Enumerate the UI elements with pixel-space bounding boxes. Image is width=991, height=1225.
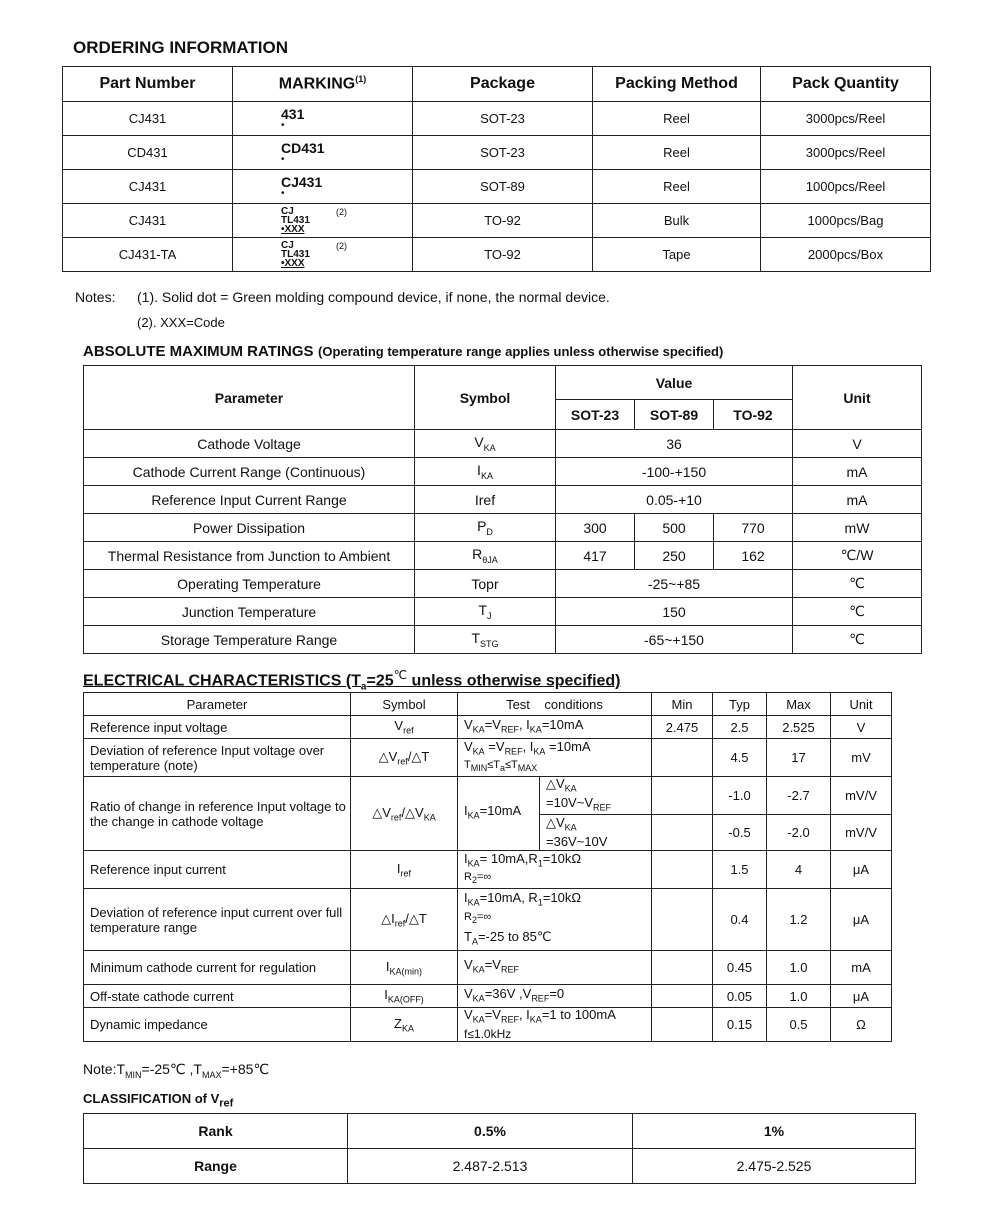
table-row [84, 486, 922, 514]
marking-line-2: TL431 [281, 249, 310, 260]
param: Reference input voltage [84, 716, 351, 739]
unit: ℃ [793, 626, 922, 654]
max: 1.0 [767, 985, 831, 1008]
col-package: Package [413, 67, 593, 102]
typ: 0.15 [713, 1008, 767, 1042]
table-row [84, 1008, 892, 1042]
marking-note-ref: (1) [355, 74, 367, 85]
max: 1.0 [767, 951, 831, 985]
symbol: $T_{STG}$ [415, 626, 556, 654]
marking [233, 170, 413, 204]
param: Off-state cathode current [84, 985, 351, 1008]
typ: -1.0 [713, 777, 767, 815]
symbol: $\triangle I_{ref}/\triangle T$ [351, 889, 458, 951]
package: TO-92 [413, 238, 593, 272]
unit: μA [831, 985, 892, 1008]
col-part-number: Part Number [63, 67, 233, 102]
packing-method: Reel [593, 102, 761, 136]
classification-table [83, 1113, 916, 1184]
symbol: $V_{KA}$ [415, 430, 556, 458]
table-row [63, 204, 931, 238]
pack-quantity: 2000pcs/Box [761, 238, 931, 272]
amr-col-to92: TO-92 [714, 400, 793, 430]
max: 17 [767, 739, 831, 777]
table-row [84, 951, 892, 985]
elc-col-max: Max [767, 693, 831, 716]
marking-line-1: CJ [281, 240, 294, 251]
package: SOT-23 [413, 136, 593, 170]
cls-header-row [84, 1114, 916, 1149]
table-row [84, 777, 892, 815]
table-row [84, 598, 922, 626]
symbol: $I_{KA(min)}$ [351, 951, 458, 985]
symbol: Iref [415, 486, 556, 514]
table-row [84, 626, 922, 654]
elc-title: ELECTRICAL CHARACTERISTICS ($T_a=25^℃$ unless otherwise specified) [83, 668, 621, 693]
marking-label: MARKING [278, 75, 356, 93]
value-to92: 770 [714, 514, 793, 542]
unit: mA [793, 486, 922, 514]
pack-quantity: 1000pcs/Reel [761, 170, 931, 204]
amr-col-parameter: Parameter [84, 366, 415, 430]
package: TO-92 [413, 204, 593, 238]
marking-text: 431 [281, 106, 305, 122]
part-number: CJ431-TA [63, 238, 233, 272]
package: SOT-23 [413, 102, 593, 136]
packing-method: Tape [593, 238, 761, 272]
package: SOT-89 [413, 170, 593, 204]
packing-method: Reel [593, 136, 761, 170]
table-row [84, 458, 922, 486]
unit: mW [793, 514, 922, 542]
max: 1.2 [767, 889, 831, 951]
marking-line-3: •XXX [281, 224, 305, 235]
table-row [84, 739, 892, 777]
amr-title-block [83, 343, 723, 361]
marking-text: CJ431 [281, 174, 323, 190]
typ: -0.5 [713, 815, 767, 851]
table-row [84, 716, 892, 739]
marking-line-3: •XXX [281, 258, 305, 269]
param: Dynamic impedance [84, 1008, 351, 1042]
value: -100-+150 [556, 458, 793, 486]
symbol: $\triangle V_{ref}/\triangle V_{KA}$ [351, 777, 458, 851]
min [652, 815, 713, 851]
symbol: $P_D$ [415, 514, 556, 542]
max: -2.0 [767, 815, 831, 851]
param: Deviation of reference Input voltage over temperature (note) [84, 739, 351, 777]
unit: ℃ [793, 570, 922, 598]
amr-table [83, 365, 922, 654]
cls-range-label: Range [84, 1149, 348, 1184]
green-dot-icon: • [281, 154, 285, 165]
value-sot89: 500 [635, 514, 714, 542]
table-row [63, 238, 931, 272]
part-number: CD431 [63, 136, 233, 170]
unit: V [831, 716, 892, 739]
symbol: $\triangle V_{ref}/\triangle T$ [351, 739, 458, 777]
table-row [84, 889, 892, 951]
packing-method: Reel [593, 170, 761, 204]
elc-col-min: Min [652, 693, 713, 716]
test-condition: $V_{KA}=V_{REF}$, $I_{KA}=1$ to 100mA f≤1.0kHz [458, 1008, 652, 1042]
col-packing-method: Packing Method [593, 67, 761, 102]
cls-range-05: 2.487-2.513 [348, 1149, 633, 1184]
param: Reference input current [84, 851, 351, 889]
cls-col-05: 0.5% [348, 1114, 633, 1149]
electrical-table [83, 692, 892, 1042]
marking-line-1: CJ [281, 206, 294, 217]
amr-col-sot89: SOT-89 [635, 400, 714, 430]
min [652, 951, 713, 985]
elc-col-test-conditions: Test conditions [458, 693, 652, 716]
symbol: $Z_{KA}$ [351, 1008, 458, 1042]
marking-note-ref: (2) [336, 241, 347, 251]
unit: ℃/W [793, 542, 922, 570]
amr-title: ABSOLUTE MAXIMUM RATINGS [83, 343, 314, 360]
max: 2.525 [767, 716, 831, 739]
table-row [84, 985, 892, 1008]
cls-range-1: 2.475-2.525 [633, 1149, 916, 1184]
param: Storage Temperature Range [84, 626, 415, 654]
test-condition-a: $\triangle V_{KA}$ $=10V\sim V_{REF}$ [540, 777, 652, 815]
param: Thermal Resistance from Junction to Ambient [84, 542, 415, 570]
value: -25~+85 [556, 570, 793, 598]
amr-col-symbol: Symbol [415, 366, 556, 430]
table-row [84, 514, 922, 542]
typ: 0.05 [713, 985, 767, 1008]
elc-col-unit: Unit [831, 693, 892, 716]
amr-col-value: Value [556, 366, 793, 400]
min [652, 985, 713, 1008]
part-number: CJ431 [63, 204, 233, 238]
test-condition: $I_{KA}= 10mA,R_1=10k\Omega$ $R_2=\infty$ [458, 851, 652, 889]
col-pack-quantity: Pack Quantity [761, 67, 931, 102]
amr-header-row [84, 366, 922, 400]
marking-text: CD431 [281, 140, 325, 156]
amr-col-unit: Unit [793, 366, 922, 430]
symbol: $R_{\theta JA}$ [415, 542, 556, 570]
value-sot89: 250 [635, 542, 714, 570]
value: -65~+150 [556, 626, 793, 654]
unit: mV/V [831, 777, 892, 815]
table-row [84, 570, 922, 598]
table-row [63, 170, 931, 204]
value-to92: 162 [714, 542, 793, 570]
marking [233, 204, 413, 238]
pack-quantity: 3000pcs/Reel [761, 102, 931, 136]
symbol: Topr [415, 570, 556, 598]
param: Operating Temperature [84, 570, 415, 598]
unit: μA [831, 889, 892, 951]
pack-quantity: 1000pcs/Bag [761, 204, 931, 238]
unit: Ω [831, 1008, 892, 1042]
test-condition: $V_{KA}=36V$ $,V_{REF}=0$ [458, 985, 652, 1008]
table-row [84, 542, 922, 570]
test-condition: $V_{KA}=V_{REF}$, $I_{KA}=10mA$ [458, 716, 652, 739]
min [652, 1008, 713, 1042]
value-sot23: 300 [556, 514, 635, 542]
amr-subtitle: (Operating temperature range applies unless otherwise specified) [318, 344, 724, 359]
symbol: $V_{ref}$ [351, 716, 458, 739]
table-row [84, 430, 922, 458]
test-condition: $I_{KA}=10mA$, $R_1=10k\Omega$ $R_2=\infty$ $T_A=-25$ to 85℃ [458, 889, 652, 951]
min [652, 739, 713, 777]
amr-col-sot23: SOT-23 [556, 400, 635, 430]
packing-method: Bulk [593, 204, 761, 238]
typ: 2.5 [713, 716, 767, 739]
green-dot-icon: • [281, 188, 285, 199]
elc-col-typ: Typ [713, 693, 767, 716]
test-condition: $V_{KA}=V_{REF}$ [458, 951, 652, 985]
cls-col-rank: Rank [84, 1114, 348, 1149]
marking [233, 238, 413, 272]
max: 4 [767, 851, 831, 889]
param: Cathode Voltage [84, 430, 415, 458]
note-2: (2). XXX=Code [137, 315, 225, 330]
value-sot23: 417 [556, 542, 635, 570]
test-condition-main: $I_{KA}=10mA$ [458, 777, 540, 851]
param: Ratio of change in reference Input voltage to the change in cathode voltage [84, 777, 351, 851]
note-1: (1). Solid dot = Green molding compound device, if none, the normal device. [137, 289, 610, 305]
unit: V [793, 430, 922, 458]
col-marking [233, 67, 413, 102]
param: Deviation of reference input current over full temperature range [84, 889, 351, 951]
unit: mV/V [831, 815, 892, 851]
typ: 0.45 [713, 951, 767, 985]
typ: 0.4 [713, 889, 767, 951]
typ: 4.5 [713, 739, 767, 777]
unit: μA [831, 851, 892, 889]
symbol: $T_J$ [415, 598, 556, 626]
unit: ℃ [793, 598, 922, 626]
marking [233, 102, 413, 136]
cls-title: CLASSIFICATION of $V_{ref}$ [83, 1091, 234, 1110]
symbol: $I_{KA(OFF)}$ [351, 985, 458, 1008]
min: 2.475 [652, 716, 713, 739]
param: Junction Temperature [84, 598, 415, 626]
param: Cathode Current Range (Continuous) [84, 458, 415, 486]
max: -2.7 [767, 777, 831, 815]
cls-col-1: 1% [633, 1114, 916, 1149]
elc-col-symbol: Symbol [351, 693, 458, 716]
notes-label: Notes: [75, 289, 116, 305]
ordering-header-row [63, 67, 931, 102]
marking-line-2: TL431 [281, 215, 310, 226]
param: Reference Input Current Range [84, 486, 415, 514]
pack-quantity: 3000pcs/Reel [761, 136, 931, 170]
value: 150 [556, 598, 793, 626]
ordering-title: ORDERING INFORMATION [73, 38, 289, 57]
table-row [63, 136, 931, 170]
symbol: $I_{ref}$ [351, 851, 458, 889]
min [652, 889, 713, 951]
test-condition-b: $\triangle V_{KA}$ =36V~10V [540, 815, 652, 851]
unit: mA [793, 458, 922, 486]
test-condition: $V_{KA} =V_{REF}$, $I_{KA} =10mA$ $T_{MIN}\le T_a\le T_{MAX}$ [458, 739, 652, 777]
part-number: CJ431 [63, 102, 233, 136]
marking [233, 136, 413, 170]
unit: mA [831, 951, 892, 985]
param: Power Dissipation [84, 514, 415, 542]
table-row [84, 851, 892, 889]
table-row [84, 1149, 916, 1184]
elc-note: $Note:T_{MIN}=-25℃$ $,T_{MAX}=+85℃$ [83, 1061, 270, 1080]
marking-note-ref: (2) [336, 207, 347, 217]
max: 0.5 [767, 1008, 831, 1042]
elc-col-parameter: Parameter [84, 693, 351, 716]
min [652, 777, 713, 815]
typ: 1.5 [713, 851, 767, 889]
table-row [63, 102, 931, 136]
min [652, 851, 713, 889]
elc-header-row [84, 693, 892, 716]
value: 0.05-+10 [556, 486, 793, 514]
part-number: CJ431 [63, 170, 233, 204]
green-dot-icon: • [281, 120, 285, 131]
param: Minimum cathode current for regulation [84, 951, 351, 985]
ordering-table [62, 66, 931, 272]
symbol: $I_{KA}$ [415, 458, 556, 486]
unit: mV [831, 739, 892, 777]
value: 36 [556, 430, 793, 458]
